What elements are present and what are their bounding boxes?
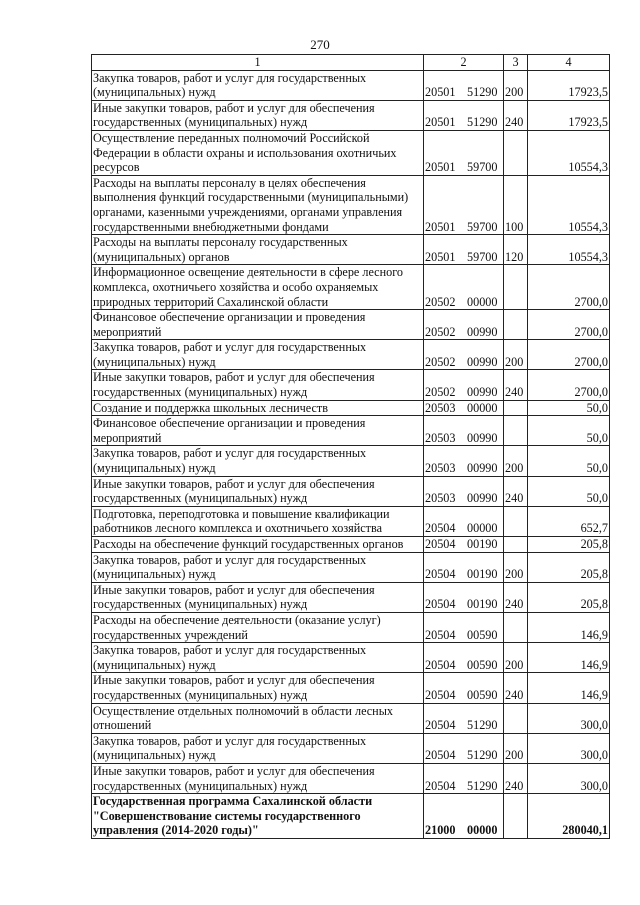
row-code-item: 00000 [467,400,498,415]
table-row [92,612,610,642]
row-code-program: 20503 [425,430,456,445]
table-row [92,763,610,793]
row-expense-type: 240 [504,673,528,703]
row-expense-type [504,612,528,642]
row-amount: 10554,3 [528,130,610,175]
table-row [92,703,610,733]
row-expense-type: 240 [504,370,528,400]
row-amount: 205,8 [528,537,610,553]
row-code-program: 21000 [425,823,456,838]
row-amount: 10554,3 [528,235,610,265]
row-expense-type: 240 [504,582,528,612]
row-code-item: 51290 [467,718,498,733]
table-row [92,446,610,476]
row-code-item: 59700 [467,219,498,234]
row-code-item: 51290 [467,115,498,130]
row-code [424,100,504,130]
row-code-program: 20504 [425,718,456,733]
row-code [424,763,504,793]
row-name: Финансовое обеспечение организации и проведения мероприятий [92,310,424,340]
row-code-program: 20501 [425,85,456,100]
row-name: Расходы на обеспечение функций государственных органов [92,537,424,553]
row-name: Иные закупки товаров, работ и услуг для обеспечения государственных (муниципальных) нужд [92,370,424,400]
table-row [92,340,610,370]
row-code [424,537,504,553]
row-code-program: 20503 [425,400,456,415]
row-expense-type [504,506,528,536]
row-code [424,400,504,416]
row-name: Иные закупки товаров, работ и услуг для обеспечения государственных (муниципальных) нужд [92,582,424,612]
row-amount: 2700,0 [528,340,610,370]
table-row [92,733,610,763]
table-row [92,476,610,506]
row-code [424,673,504,703]
table-row [92,235,610,265]
row-code-program: 20504 [425,687,456,702]
row-code-program: 20501 [425,160,456,175]
row-name: Закупка товаров, работ и услуг для государственных (муниципальных) нужд [92,70,424,100]
row-code [424,310,504,340]
row-expense-type: 240 [504,476,528,506]
row-code-item: 00990 [467,491,498,506]
row-code-item: 51290 [467,778,498,793]
row-name: Закупка товаров, работ и услуг для государственных (муниципальных) нужд [92,643,424,673]
row-amount: 205,8 [528,552,610,582]
row-code-program: 20501 [425,249,456,264]
row-expense-type: 240 [504,100,528,130]
row-amount: 50,0 [528,476,610,506]
table-row [92,582,610,612]
row-code-item: 00190 [467,537,498,551]
row-code-program: 20501 [425,219,456,234]
row-amount: 50,0 [528,446,610,476]
row-amount: 50,0 [528,416,610,446]
row-amount: 10554,3 [528,175,610,234]
row-name: Государственная программа Сахалинской области "Совершенствование системы государственного управления (2014-2020 годы)" [92,794,424,839]
row-code-program: 20502 [425,294,456,309]
row-name: Подготовка, переподготовка и повышение квалификации работников лесного комплекса и охотничьего хозяйства [92,506,424,536]
row-code-item: 00590 [467,687,498,702]
row-code-item: 00990 [467,385,498,400]
row-amount: 50,0 [528,400,610,416]
row-code-program: 20504 [425,567,456,582]
row-name: Информационное освещение деятельности в сфере лесного комплекса, охотничьего хозяйства и особо охраняемых природных территорий Сахалинской области [92,265,424,310]
row-amount: 2700,0 [528,310,610,340]
table-row [92,537,610,553]
row-code-item: 59700 [467,160,498,175]
row-expense-type: 100 [504,175,528,234]
table-row [92,673,610,703]
row-name: Осуществление отдельных полномочий в области лесных отношений [92,703,424,733]
header-row [92,55,610,71]
col-header-code: 2 [424,55,504,71]
row-code-program: 20502 [425,385,456,400]
row-code-program: 20504 [425,537,456,551]
row-amount: 17923,5 [528,70,610,100]
row-amount: 300,0 [528,733,610,763]
row-amount: 2700,0 [528,370,610,400]
row-expense-type [504,703,528,733]
row-name: Закупка товаров, работ и услуг для государственных (муниципальных) нужд [92,733,424,763]
row-amount: 146,9 [528,673,610,703]
row-name: Иные закупки товаров, работ и услуг для обеспечения государственных (муниципальных) нужд [92,100,424,130]
row-code [424,476,504,506]
col-header-amount: 4 [528,55,610,71]
row-code-item: 00990 [467,461,498,476]
table-row [92,552,610,582]
table-row [92,175,610,234]
row-code [424,370,504,400]
row-code-program: 20504 [425,748,456,763]
row-name: Закупка товаров, работ и услуг для государственных (муниципальных) нужд [92,340,424,370]
row-name: Иные закупки товаров, работ и услуг для обеспечения государственных (муниципальных) нужд [92,476,424,506]
row-code-item: 59700 [467,249,498,264]
row-code-program: 20504 [425,521,456,536]
row-code-item: 00000 [467,294,498,309]
row-expense-type [504,416,528,446]
row-name: Осуществление переданных полномочий Российской Федерации в области охраны и использования охотничьих ресурсов [92,130,424,175]
row-code-item: 00990 [467,324,498,339]
row-name: Создание и поддержка школьных лесничеств [92,400,424,416]
table-row [92,130,610,175]
row-code-program: 20504 [425,627,456,642]
row-code [424,506,504,536]
row-expense-type: 200 [504,70,528,100]
row-code [424,446,504,476]
row-code-program: 20504 [425,657,456,672]
row-code [424,130,504,175]
row-code [424,175,504,234]
row-code-program: 20504 [425,597,456,612]
row-code-program: 20503 [425,461,456,476]
row-name: Расходы на выплаты персоналу государственных (муниципальных) органов [92,235,424,265]
col-header-type: 3 [504,55,528,71]
row-amount: 280040,1 [528,794,610,839]
row-code-item: 00000 [467,521,498,536]
row-amount: 300,0 [528,703,610,733]
row-code-program: 20503 [425,491,456,506]
table-row [92,416,610,446]
row-expense-type: 200 [504,643,528,673]
row-amount: 205,8 [528,582,610,612]
table-row [92,370,610,400]
table-row [92,310,610,340]
row-code [424,552,504,582]
row-name: Расходы на обеспечение деятельности (оказание услуг) государственных учреждений [92,612,424,642]
table-row [92,265,610,310]
row-code [424,235,504,265]
row-expense-type [504,130,528,175]
row-code-item: 51290 [467,85,498,100]
row-code [424,612,504,642]
row-amount: 2700,0 [528,265,610,310]
row-expense-type: 200 [504,340,528,370]
row-code-item: 00000 [467,823,498,838]
row-code-item: 51290 [467,748,498,763]
row-name: Финансовое обеспечение организации и проведения мероприятий [92,416,424,446]
row-code-program: 20504 [425,778,456,793]
row-code-item: 00190 [467,597,498,612]
row-expense-type [504,265,528,310]
row-name: Иные закупки товаров, работ и услуг для обеспечения государственных (муниципальных) нужд [92,673,424,703]
row-expense-type: 240 [504,763,528,793]
page-number: 270 [310,37,330,52]
col-header-name: 1 [92,55,424,71]
row-amount: 17923,5 [528,100,610,130]
table-row [92,400,610,416]
row-code [424,416,504,446]
row-code-item: 00190 [467,567,498,582]
row-code-program: 20502 [425,354,456,369]
row-name: Расходы на выплаты персоналу в целях обеспечения выполнения функций государственными (муниципальными) органами, казенными учреждениями, органами управления государственными внебюджетными фондами [92,175,424,234]
table-row [92,100,610,130]
row-code [424,265,504,310]
row-name: Закупка товаров, работ и услуг для государственных (муниципальных) нужд [92,446,424,476]
row-expense-type [504,310,528,340]
row-expense-type: 120 [504,235,528,265]
row-code [424,582,504,612]
row-name: Иные закупки товаров, работ и услуг для обеспечения государственных (муниципальных) нужд [92,763,424,793]
row-code [424,643,504,673]
row-expense-type: 200 [504,733,528,763]
row-code-item: 00990 [467,354,498,369]
row-expense-type [504,537,528,553]
row-code-item: 00590 [467,627,498,642]
total-row [92,794,610,839]
row-code-program: 20501 [425,115,456,130]
row-code [424,70,504,100]
table-row [92,70,610,100]
table-row [92,643,610,673]
table-row [92,506,610,536]
row-amount: 146,9 [528,643,610,673]
row-code [424,733,504,763]
row-expense-type [504,794,528,839]
row-amount: 300,0 [528,763,610,793]
row-code-item: 00590 [467,657,498,672]
row-code [424,794,504,839]
row-code-item: 00990 [467,430,498,445]
row-amount: 146,9 [528,612,610,642]
row-expense-type: 200 [504,552,528,582]
row-code-program: 20502 [425,324,456,339]
row-expense-type: 200 [504,446,528,476]
row-expense-type [504,400,528,416]
row-code [424,703,504,733]
budget-table [91,54,610,839]
row-amount: 652,7 [528,506,610,536]
row-code [424,340,504,370]
row-name: Закупка товаров, работ и услуг для государственных (муниципальных) нужд [92,552,424,582]
